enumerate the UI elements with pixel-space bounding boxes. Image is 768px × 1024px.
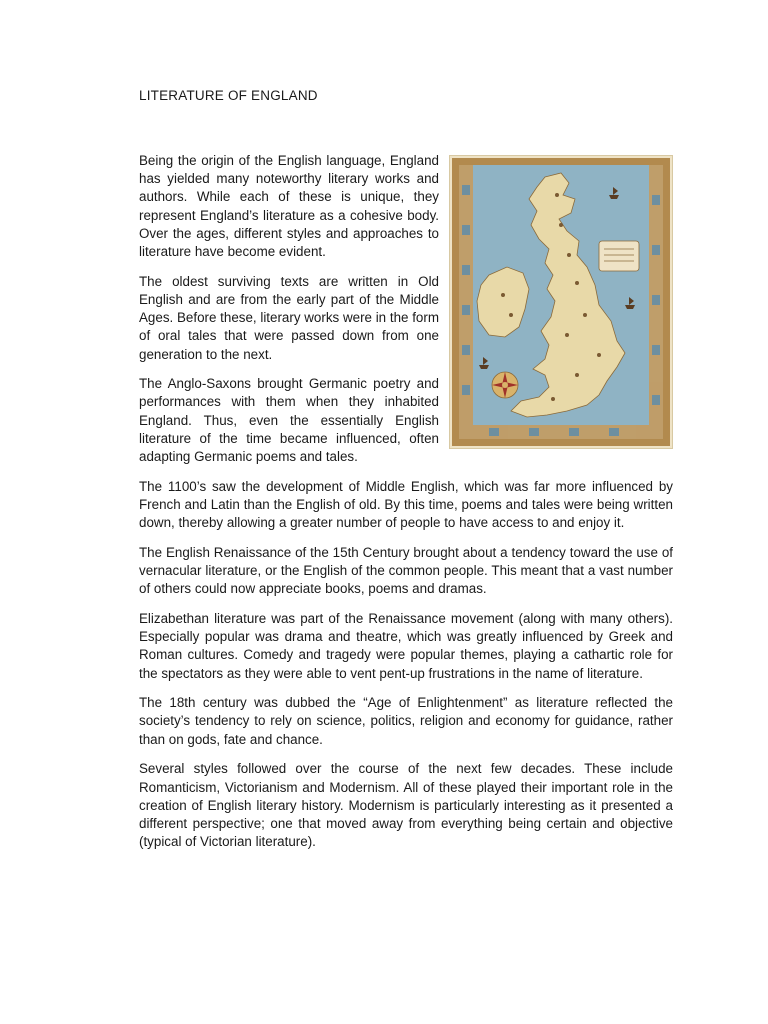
paragraph-1: Being the origin of the English language, England has yielded many noteworthy literary works and authors. While each of these is unique, they represent England’s literature as a cohesive body. Over the ages, different styles and approaches to literature have become evident. [139,153,439,260]
paragraph-2: The oldest surviving texts are written in Old English and are from the early part of the Middle Ages. Before these, literary works were in the form of oral tales that were passed down from one generation to the next. [139,273,439,362]
paragraph-8: Several styles followed over the course of the next few decades. These include Romanticism, Victorianism and Modernism. All of these played their important role in the creation of English literary history. Modernism is particularly interesting as it presented a different perspective; one that moved away from everything being certain and objective (typical of Victorian literature). [139,761,673,850]
paragraph-3: The Anglo-Saxons brought Germanic poetry and performances with them when they inhabited England. Thus, even the essentially English literature of the time became influenced, often adapting Germanic poems and tales. [139,376,439,465]
paragraph-5: The English Renaissance of the 15th Century brought about a tendency toward the use of vernacular literature, or the English of the common people. This meant that a vast number of others could now appreciate books, poems and dramas. [139,544,673,597]
page-title: LITERATURE OF ENGLAND [139,88,318,103]
article-body [139,152,673,863]
map-compass-rose [492,372,518,398]
paragraph-6: Elizabethan literature was part of the Renaissance movement (along with many others). Especially popular was drama and theatre, which was greatly influenced by Greek and Roman cultures. Comedy and tragedy were popular themes, playing a cathartic role for the spectators as they were able to vent pent-up frustrations in the name of literature. [139,610,673,681]
paragraph-4: The 1100’s saw the development of Middle English, which was far more influenced by French and Latin than the English of old. By this time, poems and tales were being written down, thereby allowing a greater number of people to have access to and enjoy it. [139,478,673,531]
map-illustration [449,155,673,449]
literary-map-image [449,155,673,449]
map-title-cartouche [599,241,639,271]
paragraph-7: The 18th century was dubbed the “Age of Enlightenment” as literature reflected the society’s tendency to rely on science, politics, religion and economy for guidance, rather than on gods, fate and chance. [139,695,673,747]
